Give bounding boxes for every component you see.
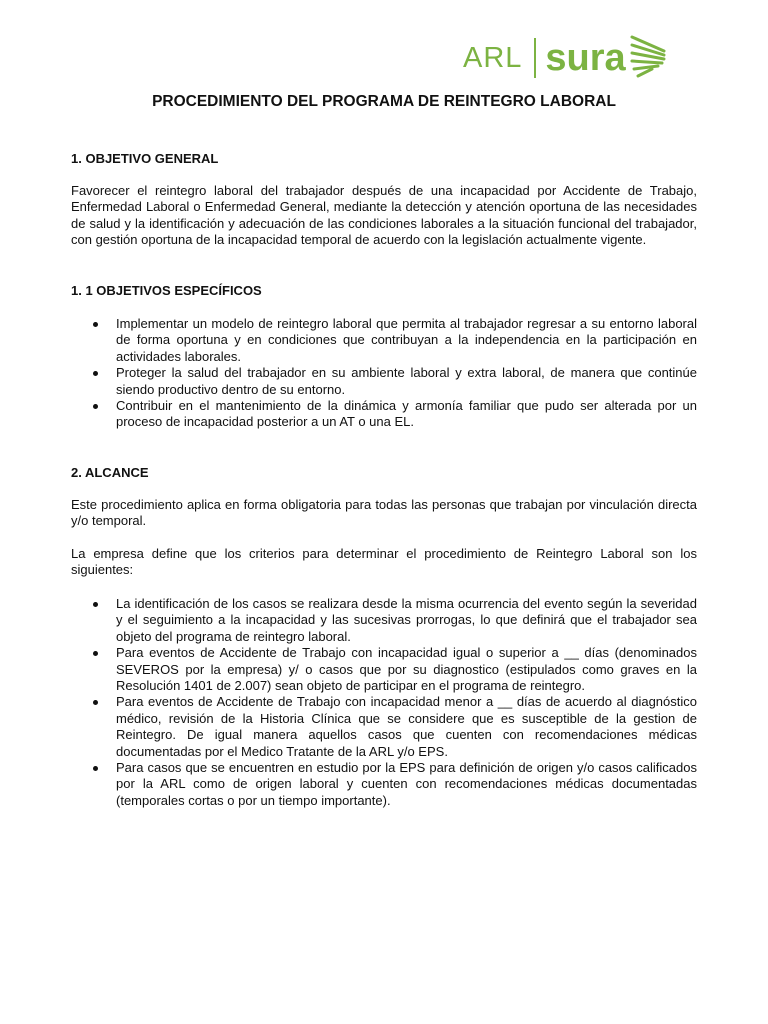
list-item: La identificación de los casos se realizara desde la misma ocurrencia del evento según la severidad y el seguimiento a la incapacidad y las sucesivas prorrogas, lo que definirá que el trabajador sea objeto del programa de reintegro laboral.	[71, 596, 697, 645]
list-item: Para casos que se encuentren en estudio por la EPS para definición de origen y/o casos calificados por la ARL como de origen laboral y cuenten con recomendaciones médicas documentadas (temporales cortas o por un tiempo importante).	[71, 760, 697, 809]
bullet-icon	[93, 700, 98, 705]
logo-sura-text: sura	[545, 36, 626, 79]
criterios-list	[71, 596, 697, 809]
bullet-icon	[93, 766, 98, 771]
list-item: Implementar un modelo de reintegro laboral que permita al trabajador regresar a su entorno laboral de forma oportuna y en condiciones que contribuyan a la independencia en la participación en actividades laborales.	[71, 316, 697, 365]
list-item: Proteger la salud del trabajador en su ambiente laboral y extra laboral, de manera que continúe siendo productivo dentro de su entorno.	[71, 365, 697, 398]
list-item: Contribuir en el mantenimiento de la dinámica y armonía familiar que pudo ser alterada por un proceso de incapacidad posterior a un AT o una EL.	[71, 398, 697, 431]
bullet-icon	[93, 651, 98, 656]
arl-sura-logo	[453, 26, 703, 90]
objetivos-especificos-list	[71, 316, 697, 431]
bullet-icon	[93, 322, 98, 327]
logo-arl-text: ARL	[463, 41, 523, 74]
section-heading-objetivo-general: 1. OBJETIVO GENERAL	[71, 151, 219, 166]
logo-rays-icon	[628, 33, 668, 83]
bullet-icon	[93, 371, 98, 376]
objetivo-general-text: Favorecer el reintegro laboral del trabajador después de una incapacidad por Accidente de Trabajo, Enfermedad Laboral o Enfermedad General, mediante la detección y atención oportuna de las necesidades de salud y la identificación y adecuación de las condiciones laborales a la situación funcional del trabajador, con gestión oportuna de la incapacidad temporal de acuerdo con la legislación actualmente vigente.	[71, 183, 697, 248]
list-item: Para eventos de Accidente de Trabajo con incapacidad menor a __ días de acuerdo al diagnóstico médico, revisión de la Historia Clínica que se considere que es susceptible de la gestion de Reintegro. De igual manera aquellos casos que cuenten con recomendaciones médicas documentadas por el Medico Tratante de la ARL y/o EPS.	[71, 694, 697, 760]
logo-divider	[534, 38, 536, 78]
section-heading-alcance: 2. ALCANCE	[71, 465, 149, 480]
alcance-paragraph-1: Este procedimiento aplica en forma obligatoria para todas las personas que trabajan por vinculación directa y/o temporal.	[71, 497, 697, 529]
section-heading-objetivos-especificos: 1. 1 OBJETIVOS ESPECÍFICOS	[71, 283, 262, 298]
bullet-icon	[93, 404, 98, 409]
document-title: PROCEDIMIENTO DEL PROGRAMA DE REINTEGRO LABORAL	[152, 93, 616, 110]
alcance-paragraph-2: La empresa define que los criterios para determinar el procedimiento de Reintegro Laboral son los siguientes:	[71, 546, 697, 578]
bullet-icon	[93, 602, 98, 607]
list-item: Para eventos de Accidente de Trabajo con incapacidad igual o superior a __ días (denominados SEVEROS por la empresa) y/ o casos que por su diagnostico (estipulados como graves en la Resolución 1401 de 2.007) sean objeto de participar en el programa de reintegro.	[71, 645, 697, 694]
objetivo-general-paragraph	[71, 183, 697, 249]
